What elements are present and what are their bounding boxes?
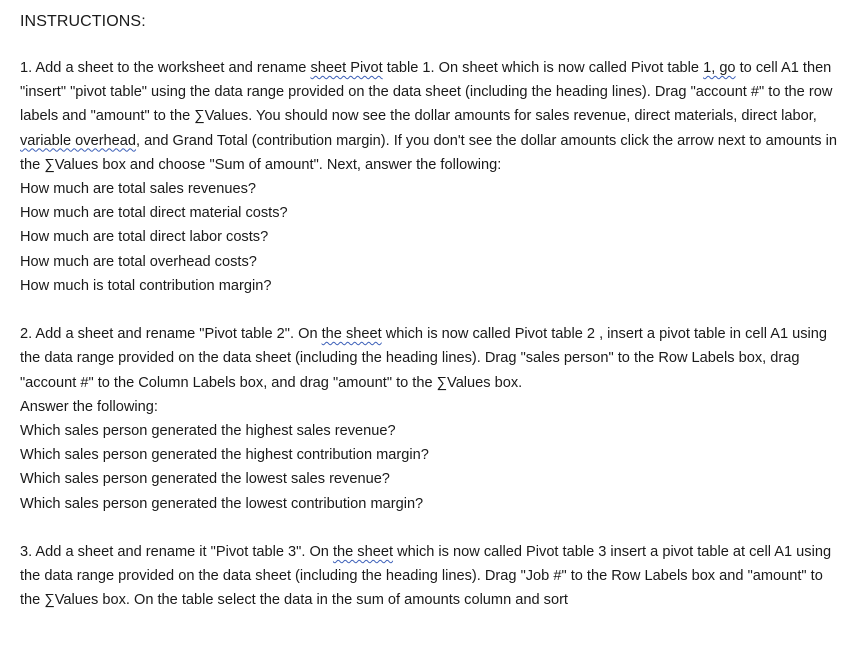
section-3-paragraph: [20, 540, 840, 613]
section-3-underlined-text: the sheet: [332, 544, 394, 561]
question-line: How much are total sales revenues?: [20, 181, 257, 198]
paragraph-gap: [20, 516, 840, 540]
section-1-underlined-text: sheet Pivot: [310, 60, 383, 76]
section-1-underlined-text: 1, go: [703, 60, 736, 76]
question-line: Which sales person generated the highest sales revenue?: [20, 423, 396, 440]
section-2-text: which is now called Pivot table 2 , insert a pivot table in cell A1 using the data range provided on the data sheet (including the heading lines). Drag "sales person" to the Row Labels box, drag "account #" to the Column Labels box, and drag "amount" to the ∑Values box.: [20, 326, 828, 391]
section-2-underlined-text: the sheet: [321, 326, 382, 343]
section-3-text: which is now called Pivot table 3 insert a pivot table at cell A1 using the data range provided on the data sheet (including the heading lines). Drag "Job #" to the Row Labels box and "amount" to the ∑Values box. On the table select the data in the sum of amounts column and sort: [20, 544, 832, 609]
section-1-text: 1. Add a sheet to the worksheet and rename: [20, 60, 311, 76]
question-line: Which sales person generated the highest contribution margin?: [20, 447, 429, 464]
question-line: How much is total contribution margin?: [20, 277, 272, 294]
question-line: How much are total overhead costs?: [20, 253, 257, 270]
section-2: [20, 322, 840, 516]
section-1-text: table 1. On sheet which is now called Pivot table: [382, 60, 704, 76]
section-1-paragraph: [20, 56, 840, 177]
section-3: [20, 540, 840, 613]
section-1-text: to cell A1 then "insert" "pivot table" using the data range provided on the data sheet (including the heading lines). Drag "account #" to the row labels and "amount" to the ∑Values. You should now see the dollar amounts for sales revenue, direct materials, direct labor,: [20, 60, 833, 125]
question-line: How much are total direct material costs?: [20, 205, 288, 222]
section-1-text: , and Grand Total (contribution margin). If you don't see the dollar amounts click the arrow next to amounts in the ∑Values box and choose "Sum of amount". Next, answer the following:: [20, 132, 837, 173]
section-1: [20, 56, 840, 298]
section-2-text: 2. Add a sheet and rename "Pivot table 2". On: [20, 326, 322, 343]
question-line: Which sales person generated the lowest contribution margin?: [20, 495, 424, 512]
section-3-text: 3. Add a sheet and rename it "Pivot table 3". On: [20, 544, 333, 561]
question-line: How much are total direct labor costs?: [20, 229, 269, 246]
question-line: Which sales person generated the lowest sales revenue?: [20, 471, 390, 488]
section-2-paragraph: [20, 322, 840, 395]
instructions-heading: INSTRUCTIONS:: [20, 13, 146, 30]
instructions-document: [20, 10, 840, 613]
section-1-underlined-text: variable overhead: [20, 132, 137, 149]
question-line: Answer the following:: [20, 398, 158, 415]
paragraph-gap: [20, 298, 840, 322]
